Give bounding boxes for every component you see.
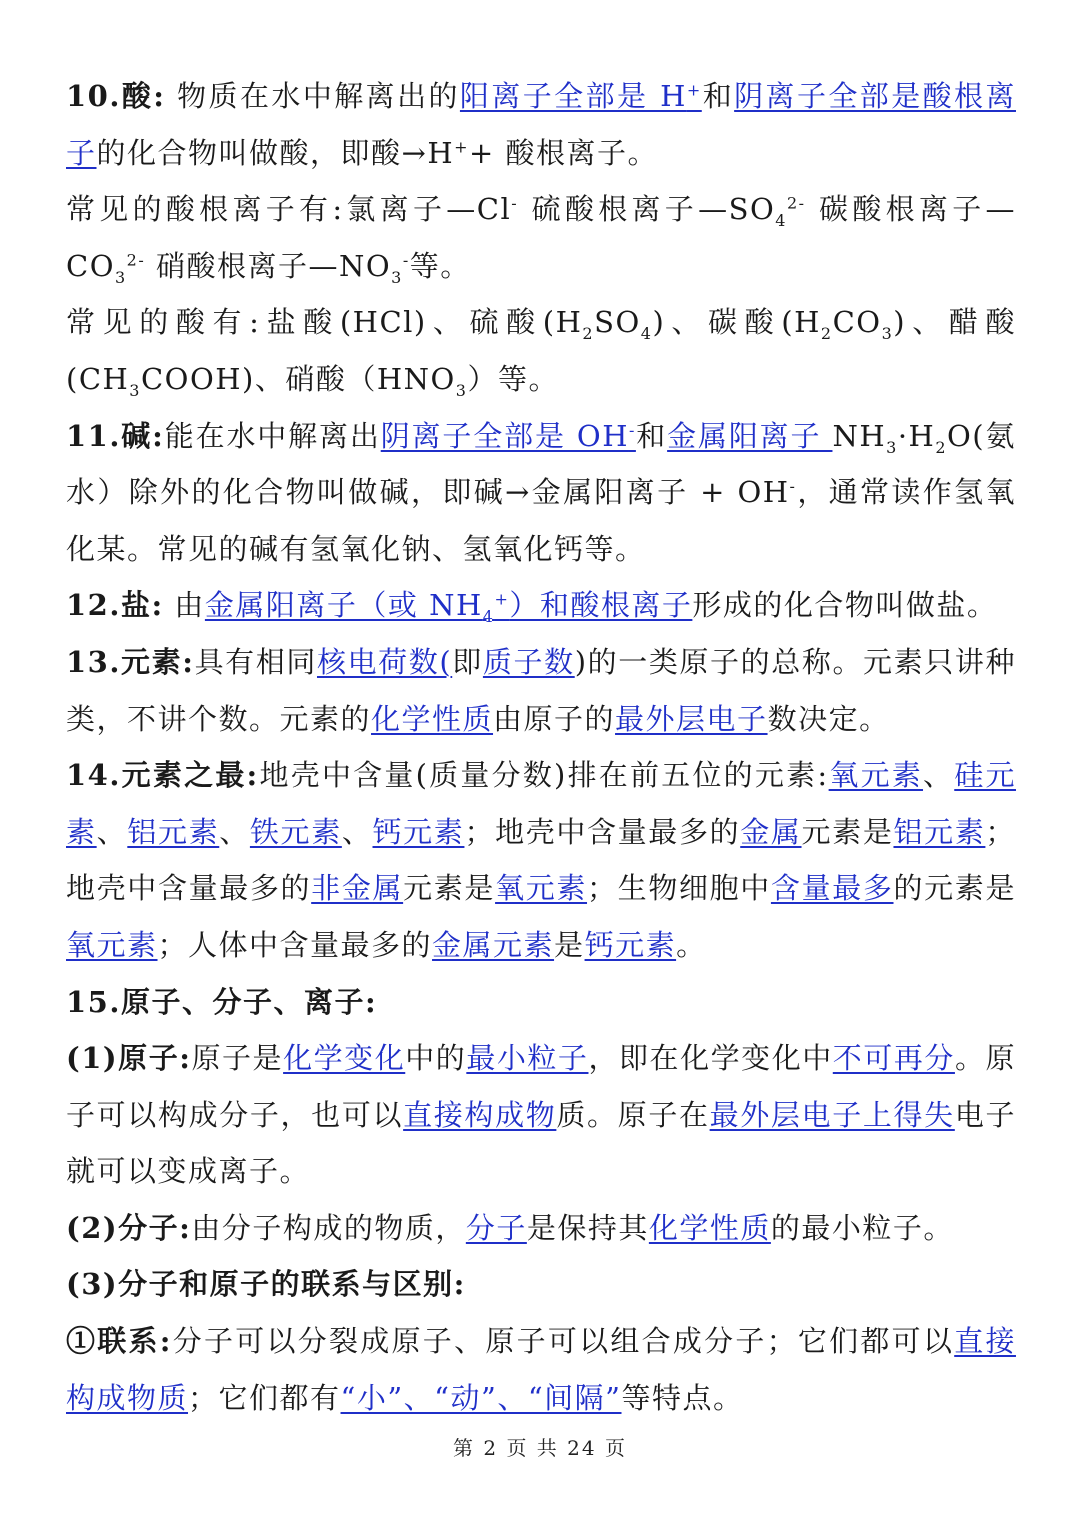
underlined-term: 最外层电子上得失 bbox=[709, 1097, 955, 1132]
document-content bbox=[66, 68, 1016, 1426]
section-15-heading bbox=[66, 974, 1016, 1031]
text: 和 bbox=[701, 79, 735, 113]
underlined-term: 氧元素 bbox=[495, 871, 588, 906]
section-12-label: 12.盐: bbox=[66, 588, 164, 623]
underlined-term: 阳离子全部是 H+ bbox=[459, 79, 702, 113]
underlined-term: 阴离子全部是酸根离子 bbox=[66, 79, 1016, 170]
section-14-label: 14.元素之最: bbox=[66, 758, 259, 793]
underlined-term: 氧元素 bbox=[66, 927, 158, 962]
underlined-term: 硅元素 bbox=[66, 758, 1016, 849]
underlined-term: 阴离子全部是 OH- bbox=[380, 418, 636, 453]
underlined-term: 不可再分 bbox=[832, 1041, 955, 1076]
section-11-base: 11.碱:能在水中解离出阴离子全部是 OH-和金属阳离子 $NH_3\cdot H_2O$(氨水）除外的化合物叫做碱，即碱→金属阳离子 + OH-，通常读作氢氧化某。常见的碱有氢氧化钠、氢氧化钙等。 bbox=[66, 418, 1016, 566]
section-13-element: 13.元素:具有相同核电荷数(即质子数)的一类原子的总称。元素只讲种类，不讲个数。元素的化学性质由原子的最外层电子数决定。 bbox=[66, 644, 1016, 736]
underlined-term: 钙元素 bbox=[584, 927, 677, 962]
underlined-term: “小”、“动”、“间隔” bbox=[340, 1380, 622, 1415]
section-15-label: 15.原子、分子、离子: bbox=[66, 984, 378, 1019]
common-acid-ions: 常见的酸根离子有:氯离子—Cl- 硫酸根离子$—SO_4^{2-}$ 碳酸根离子$—CO_3^{2-}$ 硝酸根离子$—NO_3^-$等。 bbox=[66, 192, 1016, 287]
underlined-term: 化学性质 bbox=[371, 701, 494, 736]
underlined-term: 氧元素 bbox=[828, 758, 924, 793]
underlined-term: 金属 bbox=[740, 814, 802, 849]
page-footer: 第 2 页 共 24 页 bbox=[453, 1436, 627, 1460]
section-10-acid bbox=[66, 68, 1016, 181]
underlined-term: 钙元素 bbox=[372, 814, 465, 849]
underlined-term: 金属阳离子（或 $NH_4^+$）和酸根离子 bbox=[204, 588, 693, 627]
subsection-relation-heading bbox=[66, 1256, 1016, 1313]
section-10-label: 10.酸: bbox=[66, 79, 166, 113]
section-11-label: 11.碱: bbox=[66, 418, 165, 453]
subsection-molecule-label: (2)分子: bbox=[66, 1210, 192, 1245]
underlined-term: 直接构成物质 bbox=[66, 1324, 1016, 1415]
underlined-term: 最外层电子 bbox=[615, 701, 768, 736]
underlined-term: 核电荷数( bbox=[316, 644, 453, 679]
subsection-relation-label: (3)分子和原子的联系与区别: bbox=[66, 1267, 466, 1302]
text: 的化合物叫做酸，即酸→H++ 酸根离子。 bbox=[96, 135, 659, 170]
subsection-atom: (1)原子:原子是化学变化中的最小粒子，即在化学变化中不可再分。原子可以构成分子，也可以直接构成物质。原子在最外层电子上得失电子就可以变成离子。 bbox=[66, 1041, 1016, 1189]
underlined-term: 铝元素 bbox=[893, 814, 986, 849]
underlined-term: 化学变化 bbox=[283, 1041, 406, 1076]
subsection-molecule: (2)分子:由分子构成的物质，分子是保持其化学性质的最小粒子。 bbox=[66, 1210, 954, 1245]
underlined-term: 含量最多 bbox=[770, 871, 894, 906]
underlined-term: 直接构成物 bbox=[403, 1097, 557, 1132]
underlined-term: 铁元素 bbox=[249, 814, 342, 849]
section-12-salt: 12.盐: 由金属阳离子（或 $NH_4^+$）和酸根离子形成的化合物叫做盐。 bbox=[66, 588, 998, 627]
underlined-term: 金属元素 bbox=[432, 927, 555, 962]
subsection-atom-label: (1)原子: bbox=[66, 1041, 192, 1076]
section-14-element-records: 14.元素之最:地壳中含量(质量分数)排在前五位的元素:氧元素、硅元素、铝元素、铁元素、钙元素；地壳中含量最多的金属元素是铝元素；地壳中含量最多的非金属元素是氧元素；生物细胞中含量最多的元素是氧元素；人体中含量最多的金属元素是钙元素。 bbox=[66, 758, 1016, 962]
section-13-label: 13.元素: bbox=[66, 644, 195, 679]
underlined-term: 金属阳离子 bbox=[667, 418, 833, 453]
underlined-term: 非金属 bbox=[311, 871, 404, 906]
text: 物质在水中解离出的 bbox=[165, 79, 460, 113]
underlined-term: 质子数 bbox=[482, 644, 575, 679]
underlined-term: 铝元素 bbox=[127, 814, 220, 849]
underlined-term: 化学性质 bbox=[648, 1210, 771, 1245]
relation-connection: ①联系:分子可以分裂成原子、原子可以组合成分子；它们都可以直接构成物质；它们都有“小”、“动”、“间隔”等特点。 bbox=[66, 1324, 1016, 1415]
common-acids: 常见的酸有:盐酸(HCl)、硫酸$(H_2SO_4)$、碳酸$(H_2CO_3)$、醋酸$(CH_3COOH)$、硝酸$(HNO_3)$等。 bbox=[66, 305, 1016, 400]
underlined-term: 分子 bbox=[465, 1210, 527, 1245]
relation-connection-label: ①联系: bbox=[66, 1324, 172, 1359]
underlined-term: 最小粒子 bbox=[466, 1041, 589, 1076]
